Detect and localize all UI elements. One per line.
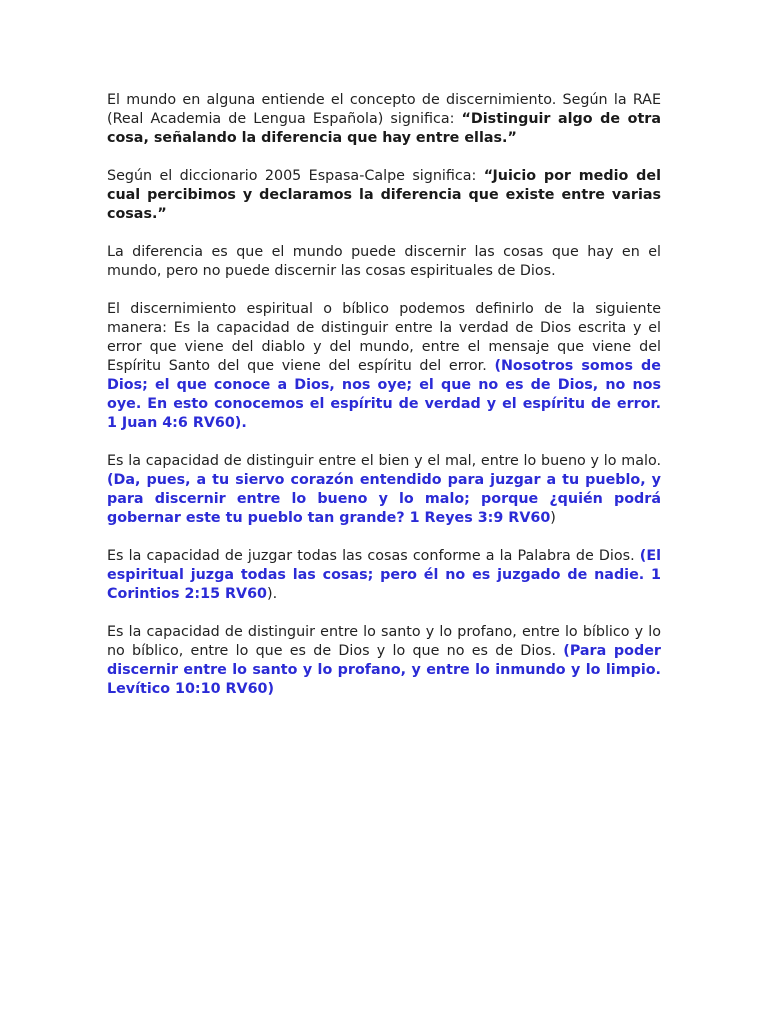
bible-verse: (Para poder discernir entre lo santo y lo profano, y entre lo inmundo y lo limpio. Levítico 10:10 RV60) [107, 643, 661, 697]
text-run: El discernimiento espiritual o bíblico podemos definirlo de la siguiente manera: Es la capacidad de distinguir entre la verdad de Dios escrita y el error que viene del diablo y del mundo, entre el mensaje que viene del Espíritu Santo del que viene del espíritu del error. [107, 301, 661, 374]
text-run: Es la capacidad de distinguir entre lo santo y lo profano, entre lo bíblico y lo no bíblico, entre lo que es de Dios y lo que no es de Dios. [107, 624, 661, 659]
bible-verse: (El espiritual juzga todas las cosas; pero él no es juzgado de nadie. 1 Corintios 2:15 RV60 [107, 548, 661, 602]
paragraph-good-and-evil [107, 452, 661, 528]
text-run: El mundo en alguna entiende el concepto de discernimiento. Según la RAE (Real Academia de Lengua Española) significa: [107, 92, 661, 127]
text-run: La diferencia es que el mundo puede discernir las cosas que hay en el mundo, pero no puede discernir las cosas espirituales de Dios. [107, 244, 661, 279]
bible-verse: (Nosotros somos de Dios; el que conoce a Dios, nos oye; el que no es de Dios, no nos oye. En esto conocemos el espíritu de verdad y el espíritu de error. 1 Juan 4:6 RV60). [107, 358, 661, 431]
text-run: ). [267, 586, 278, 602]
text-run: Es la capacidad de juzgar todas las cosas conforme a la Palabra de Dios. [107, 548, 640, 564]
bible-verse: (Da, pues, a tu siervo corazón entendido para juzgar a tu pueblo, y para discernir entre lo bueno y lo malo; porque ¿quién podrá gobernar este tu pueblo tan grande? 1 Reyes 3:9 RV60 [107, 472, 661, 526]
text-run: Es la capacidad de distinguir entre el bien y el mal, entre lo bueno y lo malo. [107, 453, 661, 469]
paragraph-world-difference [107, 243, 661, 281]
text-run: ) [550, 510, 556, 526]
paragraph-rae-definition [107, 91, 661, 148]
document-page [107, 91, 661, 718]
text-run: Según el diccionario 2005 Espasa-Calpe significa: [107, 168, 484, 184]
paragraph-holy-and-profane [107, 623, 661, 699]
paragraph-spiritual-discernment [107, 300, 661, 433]
paragraph-espasa-definition [107, 167, 661, 224]
bold-quote: “Juicio por medio del cual percibimos y declaramos la diferencia que existe entre varias cosas.” [107, 168, 661, 222]
bold-quote: “Distinguir algo de otra cosa, señalando la diferencia que hay entre ellas.” [107, 111, 661, 146]
paragraph-judge-all-things [107, 547, 661, 604]
